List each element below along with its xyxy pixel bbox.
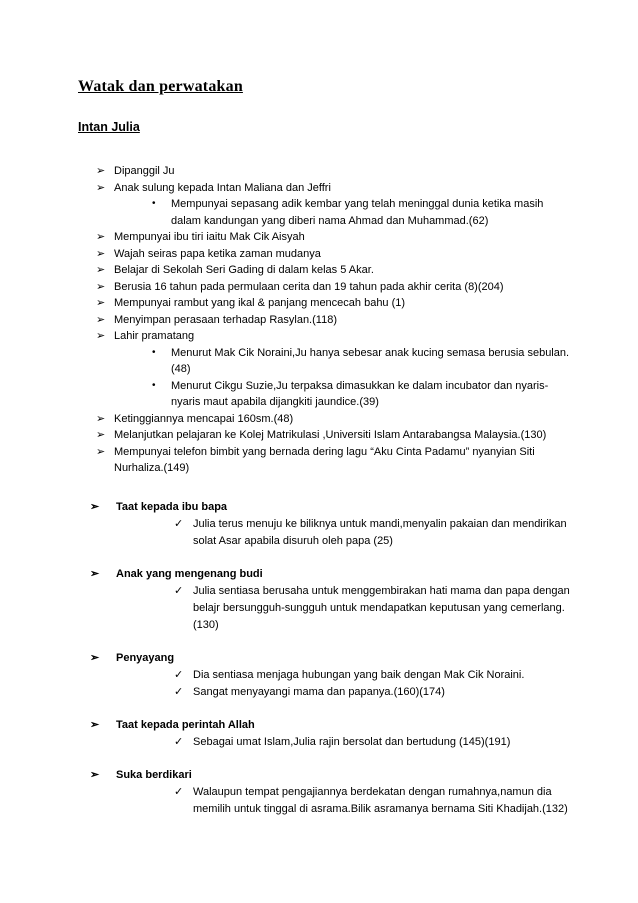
- check-icon: ✓: [174, 736, 184, 748]
- trait-heading: [90, 650, 580, 667]
- page-title: Watak dan perwatakan: [78, 78, 243, 95]
- trait-heading: [90, 499, 580, 516]
- arrow-bullet-icon: ➢: [96, 429, 106, 441]
- trait-point-text: Dia sentiasa menjaga hubungan yang baik dengan Mak Cik Noraini.: [193, 669, 525, 681]
- list-item: [96, 444, 576, 477]
- arrow-bullet-icon: ➢: [90, 568, 100, 580]
- arrow-bullet-icon: ➢: [96, 330, 106, 342]
- sub-text: Menurut Cikgu Suzie,Ju terpaksa dimasukkan ke dalam incubator dan nyaris-nyaris maut apabila dijangkiti jaundice.(39): [171, 379, 549, 408]
- trait-heading-text: Suka berdikari: [116, 769, 192, 781]
- dot-bullet-icon: •: [152, 379, 156, 391]
- trait-heading-text: Anak yang mengenang budi: [116, 568, 263, 580]
- trait-block: [90, 566, 580, 634]
- trait-point: [90, 667, 580, 684]
- arrow-bullet-icon: ➢: [90, 769, 100, 781]
- trait-point-text: Sangat menyayangi mama dan papanya.(160)(174): [193, 686, 445, 698]
- list-item: [96, 312, 576, 329]
- sub-list-item: [114, 378, 576, 411]
- fact-text: Ketinggiannya mencapai 160sm.(48): [114, 412, 294, 425]
- fact-text: Anak sulung kepada Intan Maliana dan Jeffri: [114, 181, 331, 194]
- trait-list: [90, 499, 580, 834]
- fact-text: Mempunyai ibu tiri iaitu Mak Cik Aisyah: [114, 231, 305, 243]
- fact-text: Belajar di Sekolah Seri Gading di dalam kelas 5 Akar.: [114, 264, 374, 276]
- fact-text: Melanjutkan pelajaran ke Kolej Matrikulasi ,Universiti Islam Antarabangsa Malaysia.(130): [114, 429, 547, 441]
- arrow-bullet-icon: ➢: [90, 719, 100, 731]
- check-icon: ✓: [174, 686, 184, 698]
- trait-points: [90, 784, 580, 818]
- check-icon: ✓: [174, 518, 184, 530]
- arrow-bullet-icon: ➢: [96, 313, 106, 326]
- trait-block: [90, 650, 580, 701]
- trait-heading-text: Taat kepada perintah Allah: [116, 719, 255, 731]
- fact-text: Menyimpan perasaan terhadap Rasylan.(118): [114, 313, 337, 326]
- arrow-bullet-icon: ➢: [96, 247, 106, 260]
- trait-block: [90, 499, 580, 550]
- trait-point: [90, 684, 580, 701]
- trait-heading-text: Penyayang: [116, 652, 175, 664]
- arrow-bullet-icon: ➢: [90, 501, 100, 513]
- trait-point: [90, 784, 580, 818]
- character-name: Intan Julia: [78, 120, 140, 134]
- fact-list: [96, 163, 576, 477]
- arrow-bullet-icon: ➢: [96, 445, 106, 458]
- list-item: [96, 427, 576, 444]
- trait-block: [90, 717, 580, 751]
- arrow-bullet-icon: ➢: [96, 280, 106, 293]
- sub-list: [114, 196, 576, 229]
- trait-heading: [90, 767, 580, 784]
- sub-list: [114, 345, 576, 411]
- sub-text: Menurut Mak Cik Noraini,Ju hanya sebesar anak kucing semasa berusia sebulan.(48): [171, 346, 570, 375]
- fact-text: Wajah seiras papa ketika zaman mudanya: [114, 247, 321, 260]
- fact-text: Dipanggil Ju: [114, 165, 175, 177]
- trait-point: [90, 734, 580, 751]
- trait-heading: [90, 566, 580, 583]
- fact-text: Lahir pramatang: [114, 330, 195, 342]
- trait-point: [90, 583, 580, 634]
- fact-text: Berusia 16 tahun pada permulaan cerita dan 19 tahun pada akhir cerita (8)(204): [114, 280, 504, 293]
- trait-points: [90, 667, 580, 701]
- trait-point-text: Julia sentiasa berusaha untuk menggembirakan hati mama dan papa dengan belajr bersungguh-sungguh untuk mendapatkan keputusan yang cemerlang.(130): [193, 585, 570, 631]
- check-icon: ✓: [174, 786, 184, 798]
- trait-points: [90, 516, 580, 550]
- dot-bullet-icon: •: [152, 346, 156, 358]
- fact-text: Mempunyai rambut yang ikal & panjang mencecah bahu (1): [114, 297, 406, 309]
- list-item: [96, 229, 576, 246]
- arrow-bullet-icon: ➢: [96, 165, 106, 177]
- trait-block: [90, 767, 580, 818]
- arrow-bullet-icon: ➢: [90, 652, 100, 664]
- trait-point-text: Julia terus menuju ke biliknya untuk mandi,menyalin pakaian dan mendirikan solat Asar apabila disuruh oleh papa (25): [193, 518, 567, 547]
- trait-heading: [90, 717, 580, 734]
- list-item: [96, 411, 576, 428]
- list-item: [96, 279, 576, 296]
- sub-list-item: [114, 345, 576, 378]
- check-icon: ✓: [174, 669, 184, 681]
- trait-points: [90, 583, 580, 634]
- dot-bullet-icon: •: [152, 198, 156, 209]
- check-icon: ✓: [174, 585, 184, 597]
- list-item: [96, 328, 576, 411]
- list-item: [96, 262, 576, 279]
- arrow-bullet-icon: ➢: [96, 181, 106, 194]
- sub-list-item: [114, 196, 576, 229]
- arrow-bullet-icon: ➢: [96, 264, 106, 276]
- list-item: [96, 295, 576, 312]
- list-item: [96, 180, 576, 230]
- trait-point-text: Sebagai umat Islam,Julia rajin bersolat dan bertudung (145)(191): [193, 736, 511, 748]
- trait-heading-text: Taat kepada ibu bapa: [116, 501, 228, 513]
- arrow-bullet-icon: ➢: [96, 412, 106, 425]
- arrow-bullet-icon: ➢: [96, 231, 106, 243]
- list-item: [96, 163, 576, 180]
- arrow-bullet-icon: ➢: [96, 297, 106, 309]
- trait-point-text: Walaupun tempat pengajiannya berdekatan dengan rumahnya,namun dia memilih untuk tinggal di asrama.Bilik asramanya bernama Siti Khadijah.(132): [193, 786, 568, 815]
- sub-text: Mempunyai sepasang adik kembar yang telah meninggal dunia ketika masih dalam kandungan yang diberi nama Ahmad dan Muhammad.(62): [171, 198, 544, 227]
- fact-text: Mempunyai telefon bimbit yang bernada dering lagu “Aku Cinta Padamu” nyanyian Siti Nurhaliza.(149): [114, 445, 535, 474]
- trait-point: [90, 516, 580, 550]
- list-item: [96, 246, 576, 263]
- trait-points: [90, 734, 580, 751]
